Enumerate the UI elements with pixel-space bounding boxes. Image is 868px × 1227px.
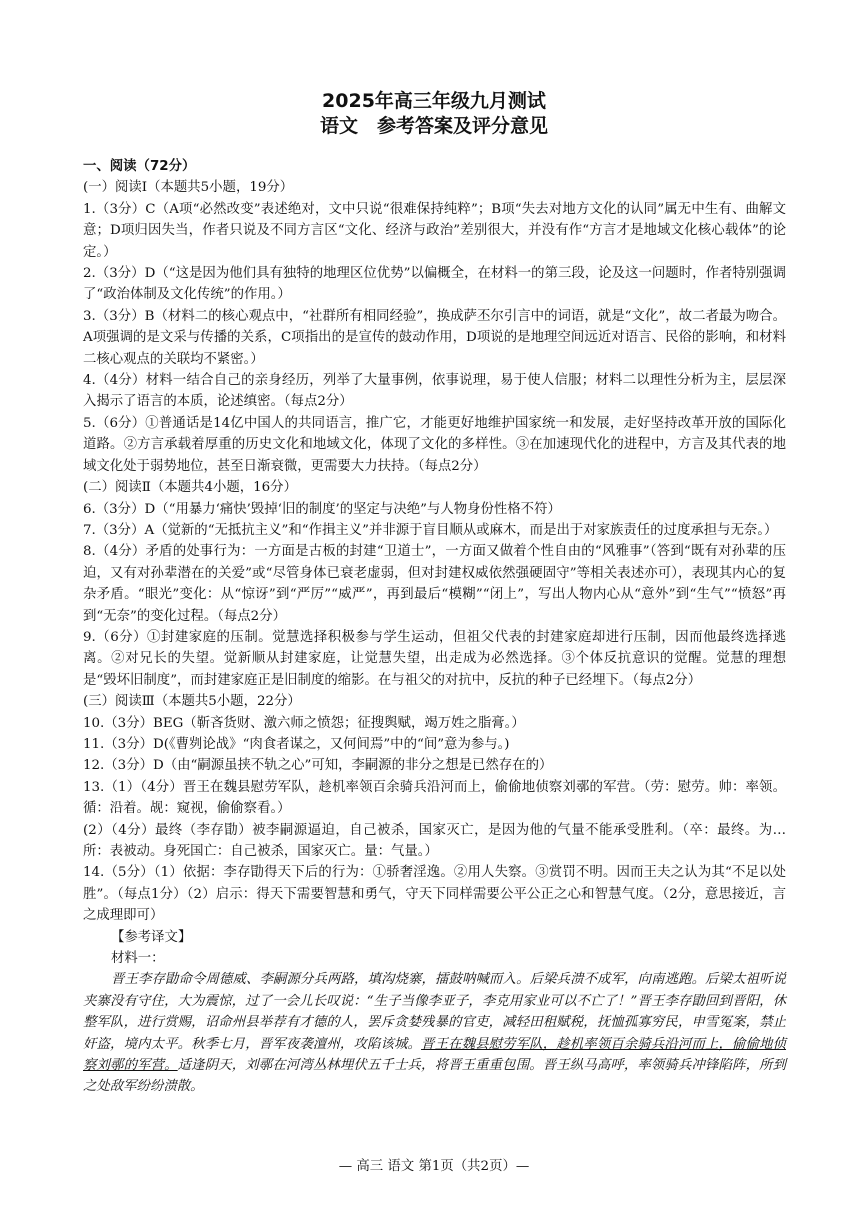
translation-text-continued: 适逢阴天，刘鄩在河湾丛林埋伏五千士兵，将晋王重重包围。晋王纵马高呼，率领骑兵冲锋陷阵，所到之处敌军纷纷溃散。: [83, 1058, 787, 1095]
page-subtitle: 语文 参考答案及评分意见: [319, 115, 548, 137]
subsection-heading: (二）阅读Ⅱ（本题共4小题，16分）: [83, 480, 297, 496]
answer-item: 5.（6分）①普通话是14亿中国人的共同语言，推广它，才能更好地维护国家统一和发展，走好坚持改革开放的国际化道路。②方言承载着厚重的历史文化和地域文化，体现了文化的多样性。③在加速现代化的进程中，方言及其代表的地域文化处于弱势地位，甚至日渐衰微，更需要大力扶持。（每点2分）: [83, 415, 786, 474]
answer-item: 7.（3分）A（觉新的“无抵抗主义”和“作揖主义”并非源于盲目顺从或麻木，而是出于对家族责任的过度承担与无奈。）: [83, 522, 778, 538]
underlined-translation-text: 晋王在魏县慰劳军队，趁机率领百余骑兵沿河而上，偷偷地侦察刘鄩的军营。: [83, 1036, 787, 1074]
page-footer: — 高三 语文 第1页（共2页）—: [338, 1159, 530, 1174]
section-heading: 一、阅读（72分）: [83, 159, 196, 174]
answer-item: 4.（4分）材料一结合自己的亲身经历，列举了大量事例，依事说理，易于使人信服；材料二以理性分析为主，层层深入揭示了语言的本质，论述缜密。（每点2分）: [83, 373, 786, 410]
answer-item: (2）（4分）最终（李存勖）被李嗣源逼迫，自己被杀，国家灭亡，是因为他的气量不能承受胜利。（卒：最终。为…所：表被动。身死国亡：自己被杀，国家灭亡。量：气量。）: [83, 822, 786, 859]
translation-paragraph: [83, 969, 786, 1097]
translation-text: 晋王李存勖命令周德威、李嗣源分兵两路，填沟烧寨，擂鼓呐喊而入。后梁兵溃不成军，向南逃跑。后梁太祖听说夹寨没有守住，大为震惊，过了一会儿长叹说：“生子当像李亚子，李克用家业可以不亡了！”晋王李存勖回到晋阳，休整军队，进行赏赐，诏命州县举荐有才德的人，罢斥贪婪残暴的官吏，减轻田租赋税，抚恤孤寡穷民，申雪冤案，禁止奸盗，境内太平。秋季七月，晋军夜袭澶州，攻陷该城。: [83, 972, 786, 1052]
answer-item: 10.（3分）BEG（靳吝货财、激六师之愤怨；征搜舆赋，竭万姓之脂膏。）: [83, 715, 525, 731]
answer-item: 14.（5分）（1）依据：李存勖得天下后的行为：①骄奢淫逸。②用人失察。③赏罚不明。因而王夫之认为其“不足以处胜”。（每点1分）（2）启示：得天下需要智慧和勇气，守天下同样需要公平公正之心和智慧气度。（2分，意思接近，言之成理即可）: [83, 865, 786, 924]
subsection-heading: (一）阅读Ⅰ（本题共5小题，19分）: [83, 180, 294, 196]
answer-item: 11.（3分）D(《曹刿论战》“肉食者谋之，又何间焉”中的“间”意为参与。): [83, 736, 510, 752]
answer-item: 2.（3分）D（“这是因为他们具有独特的地理区位优势”以偏概全，在材料一的第三段，论及这一问题时，作者特别强调了“政治体制及文化传统”的作用。）: [83, 266, 786, 303]
answer-item: 13.（1）（4分）晋王在魏县慰劳军队，趁机率领百余骑兵沿河而上，偷偷地侦察刘鄩的军营。（劳：慰劳。帅：率领。循：沿着。觇：窥视，偷偷察看。）: [83, 779, 786, 817]
subsection-heading: (三）阅读Ⅲ（本题共5小题，22分）: [83, 694, 301, 710]
page-title: 2025年高三年级九月测试: [322, 90, 546, 112]
answer-item: 6.（3分）D（“用暴力‘痛快’毁掉‘旧的制度’的坚定与决绝”与人物身份性格不符）: [83, 501, 561, 517]
answer-item: 3.（3分）B（材料二的核心观点中，“社群所有相同经验”，换成萨丕尔引言中的词语，就是“文化”，故二者最为吻合。A项强调的是文采与传播的关系，C项指出的是宣传的鼓动作用，D项说的是地理空间远近对语言、民俗的影响，和材料二核心观点的关联均不紧密。）: [83, 308, 786, 367]
material-label: 材料一：: [111, 951, 165, 967]
answer-item: 8.（4分）矛盾的处事行为：一方面是古板的封建“卫道士”，一方面又做着个性自由的“风雅事”（答到“既有对孙辈的压迫，又有对孙辈潜在的关爱”或“尽管身体已衰老虚弱，但对封建权威依然强硬固守”等相关表述亦可），表现其内心的复杂矛盾。“眼光”变化：从“惊讶”到“严厉”“威严”，再到最后“模糊”“闭上”，写出人物内心从“意外”到“生气”“愤怒”再到“无奈”的变化过程。（每点2分）: [83, 544, 786, 624]
reference-translation-heading: 【参考译文】: [111, 929, 192, 945]
answer-body: [83, 156, 786, 1098]
answer-item: 1.（3分）C（A项“必然改变”表述绝对，文中只说“很难保持纯粹”；B项“失去对地方文化的认同”属无中生有、曲解文意；D项归因失当，作者只说及不同方言区“文化、经济与政治”差别很大，并没有作“方言才是地域文化核心载体”的论定。）: [83, 201, 786, 260]
answer-item: 9.（6分）①封建家庭的压制。觉慧选择积极参与学生运动，但祖父代表的封建家庭却进行压制，因而他最终选择逃离。②对兄长的失望。觉新顺从封建家庭，让觉慧失望，出走成为必然选择。③个体反抗意识的觉醒。觉慧的理想是“毁坏旧制度”，而封建家庭正是旧制度的缩影。在与祖父的对抗中，反抗的种子已经埋下。（每点2分）: [83, 629, 786, 688]
answer-item: 12.（3分）D（由“嗣源虽挟不轨之心”可知，李嗣源的非分之想是已然存在的）: [83, 758, 553, 774]
